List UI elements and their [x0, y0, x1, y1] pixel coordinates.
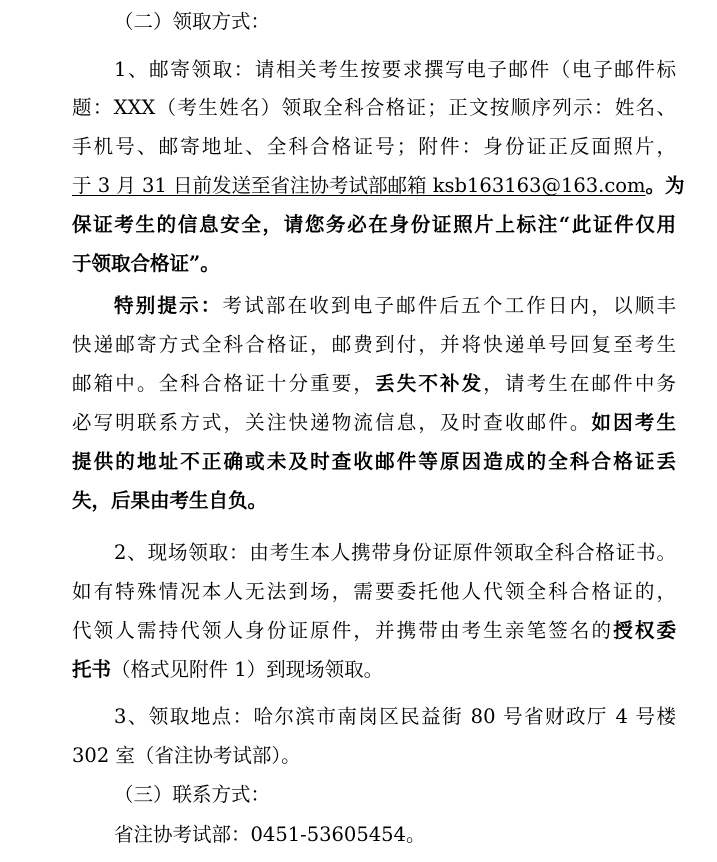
mail-pickup-line-6: 于领取合格证”。 [72, 252, 220, 275]
mail-pickup-line-2: 题：XXX（考生姓名）领取全科合格证；正文按顺序列示：姓名、 [72, 96, 676, 119]
special-notice-line-6: 失，后果由考生自负。 [72, 489, 268, 512]
deadline-and-email: 于 3 月 31 日前发送至省注协考试部邮箱 ksb163163@163.com [72, 174, 646, 197]
onsite-pickup-line-1: 2、现场领取：由考生本人携带身份证原件领取全科合格证书。 [114, 541, 676, 564]
mail-pickup-line-1: 1、邮寄领取：请相关考生按要求撰写电子邮件（电子邮件标 [114, 58, 676, 81]
mail-pickup-line-4: 于 3 月 31 日前发送至省注协考试部邮箱 ksb163163@163.com。为 [72, 174, 685, 197]
mail-pickup-line-3: 手机号、邮寄地址、全科合格证号；附件：身份证正反面照片， [72, 135, 676, 158]
special-notice-line-3: 邮箱中。全科合格证十分重要，丢失不补发，请考生在邮件中务 [72, 372, 676, 395]
special-notice-line-2: 快递邮寄方式全科合格证，邮费到付，并将快递单号回复至考生 [72, 333, 676, 356]
special-notice-line-1: 特别提示：考试部在收到电子邮件后五个工作日内，以顺丰 [114, 294, 676, 317]
special-notice-line-4: 必写明联系方式，关注快递物流信息，及时查收邮件。如因考生 [72, 411, 676, 434]
pickup-location-line-1: 3、领取地点：哈尔滨市南岗区民益街 80 号省财政厅 4 号楼 [114, 705, 676, 728]
section-3-heading: （三）联系方式： [114, 783, 271, 806]
pickup-location-line-2: 302 室（省注协考试部）。 [72, 744, 301, 767]
mail-pickup-line-5: 保证考生的信息安全，请您务必在身份证照片上标注“此证件仅用 [72, 213, 676, 236]
onsite-pickup-line-4: 托书（格式见附件 1）到现场领取。 [72, 658, 384, 681]
contact-phone-line: 省注协考试部：0451-53605454。 [114, 823, 426, 846]
onsite-pickup-line-3: 代领人需持代领人身份证原件，并携带由考生亲笔签名的授权委 [72, 619, 676, 642]
special-notice-line-5: 提供的地址不正确或未及时查收邮件等原因造成的全科合格证丢 [72, 450, 676, 473]
section-2-heading: （二）领取方式： [114, 10, 271, 33]
special-notice-label: 特别提示： [114, 294, 223, 317]
onsite-pickup-line-2: 如有特殊情况本人无法到场，需要委托他人代领全科合格证的， [72, 580, 676, 603]
